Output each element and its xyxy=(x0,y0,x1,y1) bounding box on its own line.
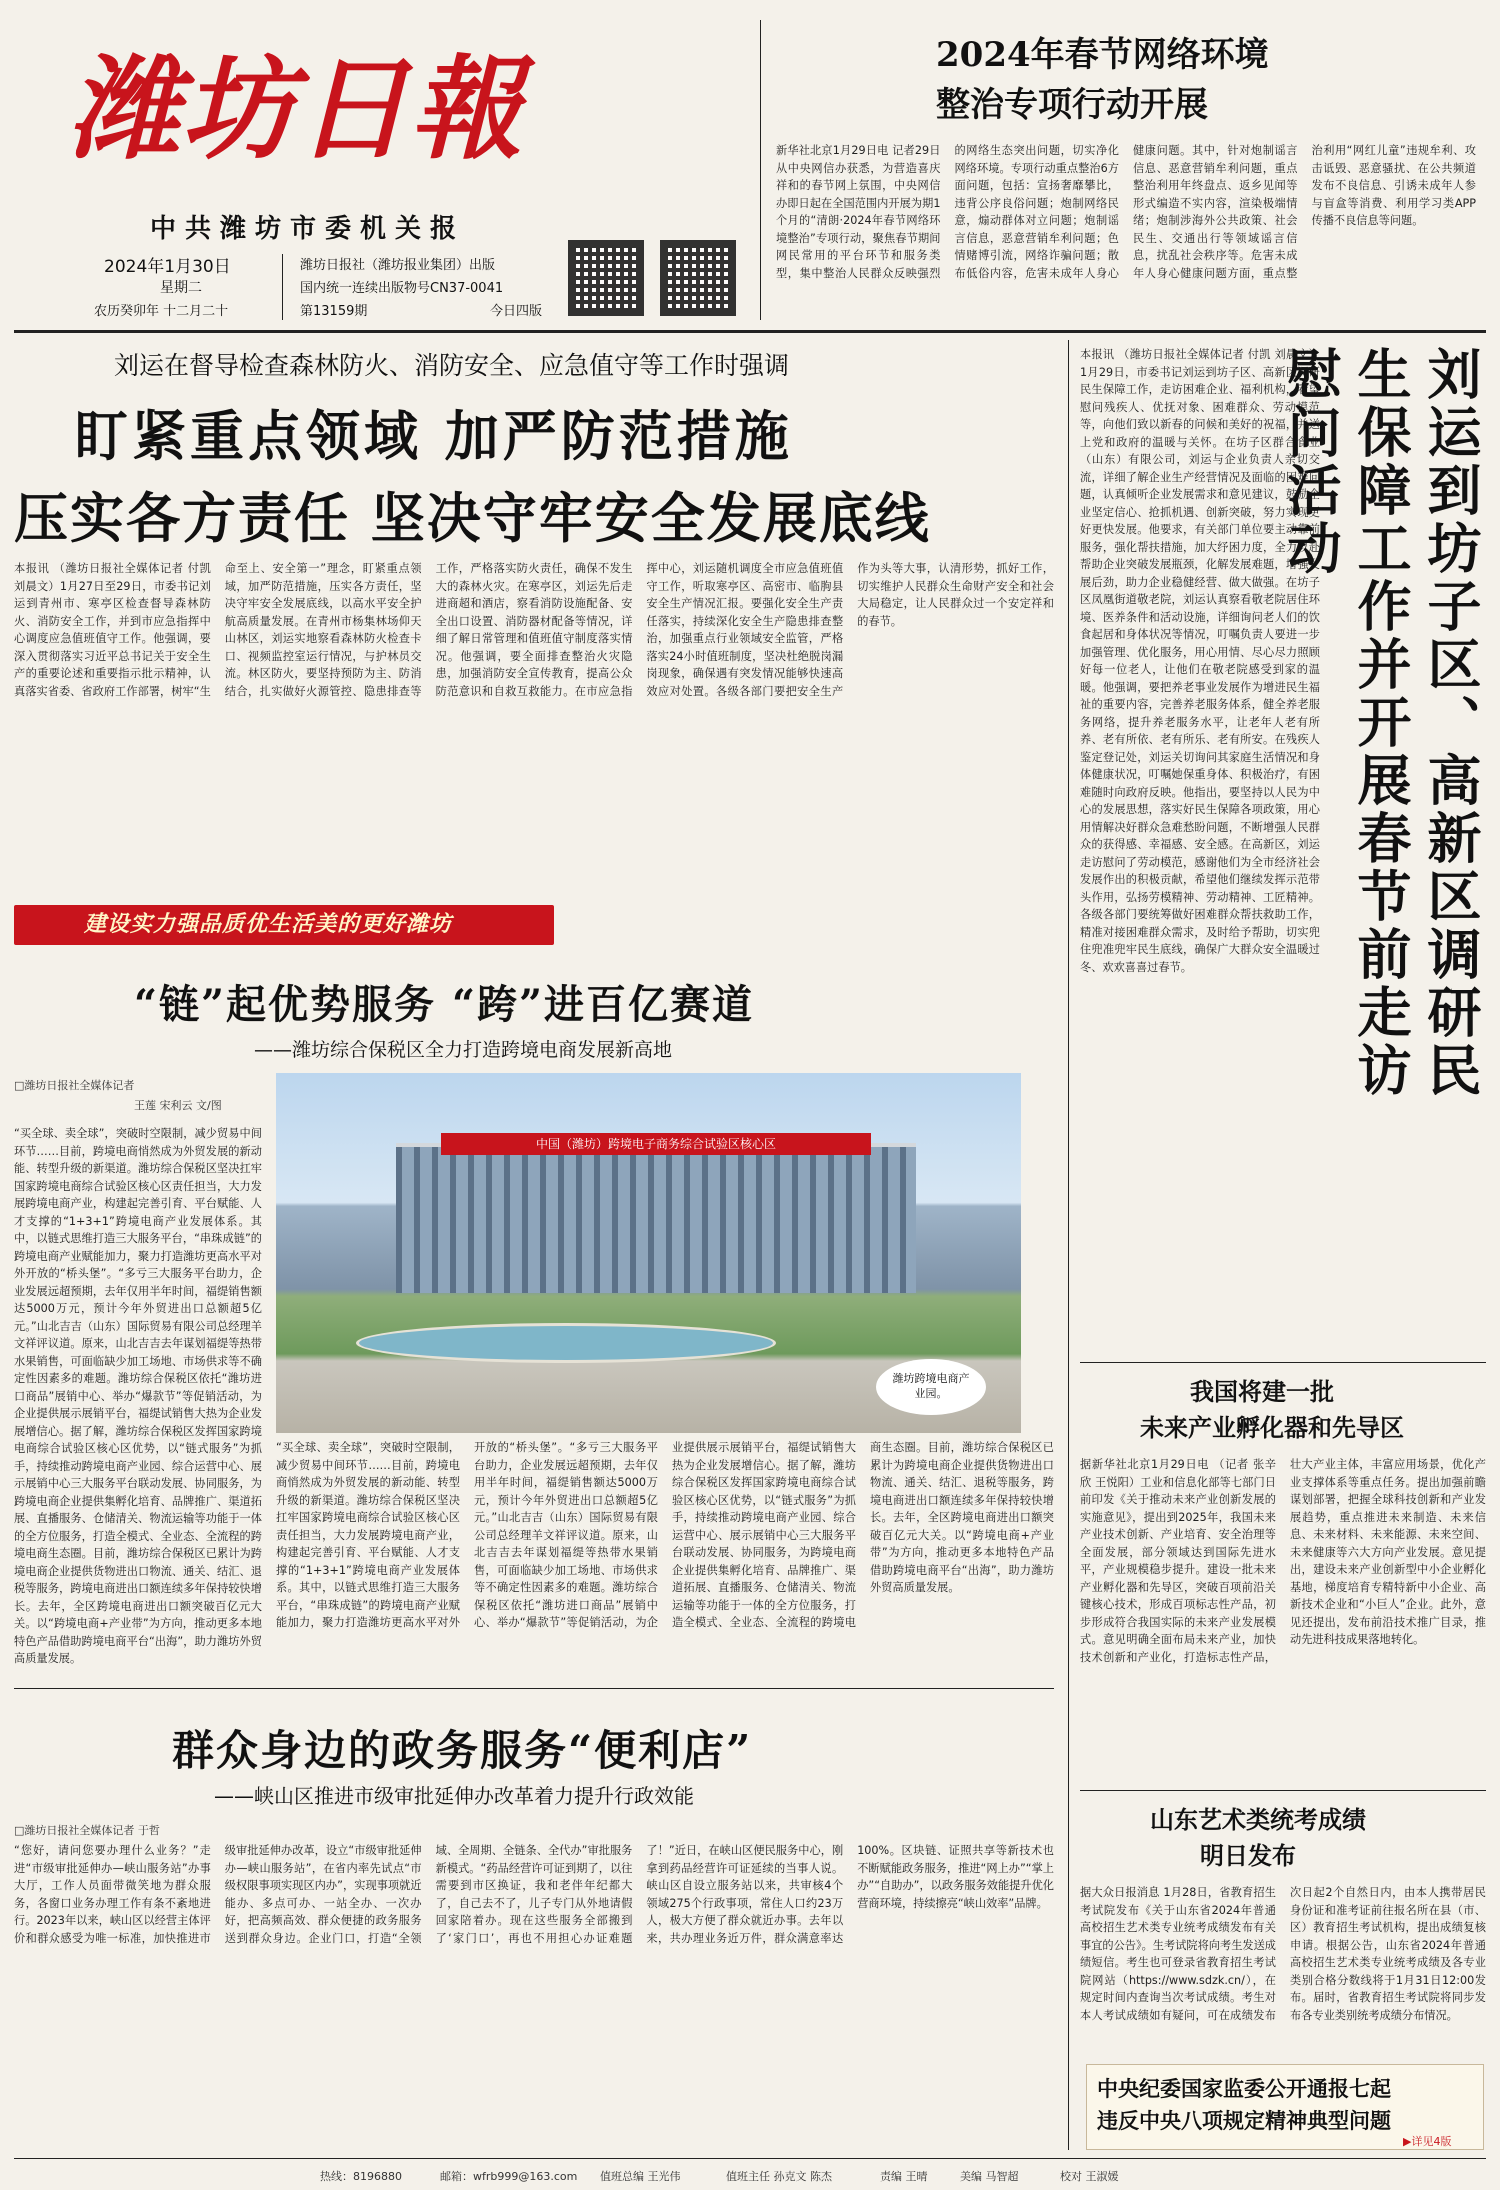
lead-story-body: 本报讯 （潍坊日报社全媒体记者 付凯 刘晨文）1月27日至29日，市委书记刘运到青州市、寒亭区检查督导森林防火、消防安全工作，并到市应急指挥中心调度应急值班值守工作。他强调，要深入贯彻落实习近平总书记关于安全生产的重要论述和重要指示批示精神，认真落实省委、省政府工作部署，树牢“生命至上、安全第一”理念，盯紧重点领域，加严防范措施，压实各方责任，坚决守牢安全发展底线，以高水平安全护航高质量发展。在青州市杨集林场仰天山林区，刘运实地察看森林防火检查卡口、视频监控室运行情况，与护林员交流。林区防火，要坚持预防为主、防消结合，扎实做好火源管控、隐患排查等工作，严格落实防火责任，确保不发生大的森林火灾。在寒亭区，刘运先后走进商超和酒店，察看消防设施配备、安全出口设置、消防器材配备等情况，详细了解日常管理和值班值守制度落实情况。他强调，要全面排查整治火灾隐患，加强消防安全宣传教育，提高公众防范意识和自救互救能力。在市应急指挥中心，刘运随机调度全市应急值班值守工作，听取寒亭区、高密市、临朐县安全生产情况汇报。要强化安全生产责任落实，持续深化安全生产隐患排查整治，加强重点行业领域安全监管，严格落实24小时值班制度，坚决杜绝脱岗漏岗现象，确保遇有突发情况能够快速高效应对处置。各级各部门要把安全生产作为头等大事，认清形势，抓好工作，切实维护人民群众生命财产安全和社会大局稳定，让人民群众过一个安定祥和的春节。 xyxy=(14,562,1054,698)
bottom-promo-line1: 中央纪委国家监委公开通报七起 xyxy=(1097,2076,1391,2101)
masthead-divider xyxy=(282,254,283,320)
issue-lunar-date: 农历癸卯年 十二月二十 xyxy=(94,304,229,319)
future-story-headline-1[interactable]: 我国将建一批 xyxy=(1190,1377,1334,1406)
art-story xyxy=(1080,1800,1486,2050)
see-page-link[interactable]: ▶详见4版 xyxy=(1403,2135,1452,2148)
footer-phone: 热线：8196880 xyxy=(320,2170,402,2183)
lead-story-headline-1[interactable]: 盯紧重点领域 加严防范措施 xyxy=(74,404,793,468)
page-footer xyxy=(0,2160,1500,2190)
right-story-headline[interactable]: 刘运到坊子区、高新区调研民生保障工作并开展春节前走访慰问活动 xyxy=(1279,346,1483,1100)
feature-divider xyxy=(14,1688,1054,1689)
feature-story-2 xyxy=(14,1700,1054,2150)
future-story-rule xyxy=(1080,1790,1486,1791)
feature1-photo xyxy=(276,1073,1021,1433)
feature1-body-bottom: “买全球、卖全球”，突破时空限制，减少贸易中间环节……目前，跨境电商悄然成为外贸发展的新动能、转型升级的新渠道。潍坊综合保税区坚决扛牢国家跨境电商综合试验区核心区责任担当，大力发展跨境电商产业，构建起完善引育、平台赋能、人才支撑的“1+3+1”跨境电商产业发展体系。其中，以链式思维打造三大服务平台，“串珠成链”的跨境电商产业赋能加力，聚力打造潍坊更高水平对外开放的“桥头堡”。“多亏三大服务平台助力，企业发展远超预期，去年仅用半年时间，福缇销售额达5000万元，预计今年外贸进出口总额超5亿元。”山北吉吉（山东）国际贸易有限公司总经理羊文祥评议道。原来，山北吉吉去年谋划福缇等热带水果销售，可面临缺少加工场地、市场供求等不确定性因素多的难题。潍坊综合保税区依托“潍坊进口商品”展销中心、举办“爆款节”等促销活动，为企业提供展示展销平台，福缇试销售大热为企业发展增信心。据了解，潍坊综合保税区发挥国家跨境电商综合试验区核心区优势，以“链式服务”为抓手，持续推动跨境电商产业园、综合运营中心、展示展销中心三大服务平台联动发展、协同服务，为跨境电商企业提供集孵化培育、品牌推广、渠道拓展、直播服务、仓储清关、物流运输等功能于一体的全方位服务，打造全模式、全业态、全流程的跨境电商生态圈。目前，潍坊综合保税区已累计为跨境电商企业提供货物进出口物流、通关、结汇、退税等服务，跨境电商进出口额连续多年保持较快增长。去年，全区跨境电商进出口额突破百亿元大关。以“跨境电商+产业带”为方向，推动更多本地特色产品借助跨境电商平台“出海”，助力潍坊外贸高质量发展。 xyxy=(276,1441,1054,1629)
lead-story-kicker: 刘运在督导检查森林防火、消防安全、应急值守等工作时强调 xyxy=(114,351,790,380)
bottom-promo[interactable] xyxy=(1086,2064,1484,2150)
footer-director: 值班主任 孙克文 陈杰 xyxy=(726,2170,832,2183)
feature1-body-left: “买全球、卖全球”，突破时空限制，减少贸易中间环节……目前，跨境电商悄然成为外贸发展的新动能、转型升级的新渠道。潍坊综合保税区坚决扛牢国家跨境电商综合试验区核心区责任担当，大力发展跨境电商产业，构建起完善引育、平台赋能、人才支撑的“1+3+1”跨境电商产业发展体系。其中，以链式思维打造三大服务平台，“串珠成链”的跨境电商产业赋能加力，聚力打造潍坊更高水平对外开放的“桥头堡”。“多亏三大服务平台助力，企业发展远超预期，去年仅用半年时间，福缇销售额达5000万元，预计今年外贸进出口总额超5亿元。”山北吉吉（山东）国际贸易有限公司总经理羊文祥评议道。原来，山北吉吉去年谋划福缇等热带水果销售，可面临缺少加工场地、市场供求等不确定性因素多的难题。潍坊综合保税区依托“潍坊进口商品”展销中心、举办“爆款节”等促销活动，为企业提供展示展销平台，福缇试销售大热为企业发展增信心。据了解，潍坊综合保税区发挥国家跨境电商综合试验区核心区优势，以“链式服务”为抓手，持续推动跨境电商产业园、综合运营中心、展示展销中心三大服务平台联动发展、协同服务，为跨境电商企业提供集孵化培育、品牌推广、渠道拓展、直播服务、仓储清关、物流运输等功能于一体的全方位服务，打造全模式、全业态、全流程的跨境电商生态圈。目前，潍坊综合保税区已累计为跨境电商企业提供货物进出口物流、通关、结汇、退税等服务，跨境电商进出口额连续多年保持较快增长。去年，全区跨境电商进出口额突破百亿元大关。以“跨境电商+产业带”为方向，推动更多本地特色产品借助跨境电商平台“出海”，助力潍坊外贸高质量发展。 xyxy=(14,1127,262,1665)
building-sign: 中国（潍坊）跨境电子商务综合试验区核心区 xyxy=(441,1133,871,1155)
feature2-subhead: ——峡山区推进市级审批延伸办改革着力提升行政效能 xyxy=(214,1784,694,1808)
footer-art: 美编 马智超 xyxy=(960,2170,1019,2183)
footer-editor: 责编 王晴 xyxy=(880,2170,928,2183)
section-banner-text: 建设实力强品质优生活美的更好潍坊 xyxy=(84,912,453,937)
footer-proof: 校对 王淑媛 xyxy=(1060,2170,1119,2183)
lead-story xyxy=(14,346,1054,891)
feature1-subhead: ——潍坊综合保税区全力打造跨境电商发展新高地 xyxy=(254,1039,673,1061)
feature-story-1 xyxy=(14,955,1054,1680)
vertical-column-rule xyxy=(1068,340,1069,2150)
art-story-body: 据大众日报消息 1月28日，省教育招生考试院发布《关于山东省2024年普通高校招生艺术类专业统考成绩发布有关事宜的公告》。生考试院将向考生发送成绩短信。考生也可登录省教育招生考试院网站（https://www.sdzk.cn/），在规定时间内查询当次考试成绩。考生对本人考试成绩如有疑问，可在成绩发布次日起2个自然日内，由本人携带居民身份证和准考证前往报名所在县（市、区）教育招生考试机构，提出成绩复核申请。根据公告，山东省2024年普通高校招生艺术类专业统考成绩及各专业类别合格分数线将于1月31日12:00发布。届时，省教育招生考试院将同步发布各专业类别统考成绩分布情况。 xyxy=(1080,1886,1486,2022)
future-story-headline-2[interactable]: 未来产业孵化器和先导区 xyxy=(1140,1413,1404,1442)
feature1-byline-names: 王莲 宋利云 文/图 xyxy=(134,1099,222,1112)
issue-weekday: 星期二 xyxy=(160,280,202,296)
section-banner xyxy=(14,905,554,945)
right-story-body: 本报讯 （潍坊日报社全媒体记者 付凯 刘晨文）1月29日，市委书记刘运到坊子区、高新区调研民生保障工作，走访困难企业、福利机构，看望慰问残疾人、优抚对象、困难群众、劳动模范等，向他们致以新春的问候和美好的祝福，并送上党和政府的温暖与关怀。在坊子区群合食业（山东）有限公司，刘运与企业负责人亲切交流，详细了解企业生产经营情况及面临的困难问题，认真倾听企业发展需求和意见建议，鼓励企业坚定信心、抢抓机遇、创新突破，努力实现更好更快发展。他要求，有关部门单位要主动靠前服务，强化帮扶措施，加大纾困力度，全力以赴帮助企业突破发展瓶颈，化解发展难题，增强发展后劲，助力企业稳健经营、做大做强。在坊子区凤凰街道敬老院，刘运认真察看敬老院居住环境、医养条件和活动设施，详细询问老人们的饮食起居和身体状况等情况，叮嘱负责人要进一步加强管理、优化服务，用心用情、尽心尽力照顾好每一位老人，让他们在敬老院感受到家的温暖。他强调，要把养老事业发展作为增进民生福祉的重要内容，完善养老服务体系，健全养老服务网络，提升养老服务水平，让老年人老有所养、老有所依、老有所乐、老有所安。在残疾人鉴定登记处，刘运关切询问其家庭生活情况和身体健康状况，叮嘱她保重身体、积极治疗，有困难随时向政府反映。他指出，要坚持以人民为中心的发展思想，落实好民生保障各项政策，用心用情解决好群众急难愁盼问题，不断增强人民群众的获得感、幸福感、安全感。在高新区，刘运走访慰问了劳动模范，感谢他们为全市经济社会发展作出的积极贡献，希望他们继续发挥示范带头作用，弘扬劳模精神、劳动精神、工匠精神。各级各部门要统筹做好困难群众帮扶救助工作，精准对接困难群众需求，及时给予帮助，切实兜住兜准兜牢民生底线，确保广大群众安全温暖过冬、欢欢喜喜过春节。 xyxy=(1080,348,1320,974)
future-story xyxy=(1080,1372,1486,1872)
footer-rule xyxy=(14,2158,1486,2159)
issue-number: 第13159期 xyxy=(300,304,368,319)
lead-story-headline-2[interactable]: 压实各方责任 坚决守牢安全发展底线 xyxy=(14,486,931,550)
future-story-body: 据新华社北京1月29日电 （记者 张辛欣 王悦阳）工业和信息化部等七部门日前印发《关于推动未来产业创新发展的实施意见》，提出到2025年，我国未来产业技术创新、产业培育、安全治理等全面发展，部分领域达到国际先进水平，产业规模稳步提升。建设一批未来产业孵化器和先导区，突破百项前沿关键核心技术，形成百项标志性产品，初步形成符合我国实际的未来产业发展模式。意见明确全面布局未来产业，加快技术创新和产业化，打造标志性产品，壮大产业主体，丰富应用场景，优化产业支撑体系等重点任务。提出加强前瞻谋划部署，把握全球科技创新和产业发展趋势，重点推进未来制造、未来信息、未来材料、未来能源、未来空间、未来健康等六大方向产业发展。意见提出，建设未来产业创新型中小企业孵化基地，梯度培育专精特新中小企业、高新技术企业和“小巨人”企业。此外，意见还提出，发布前沿技术推广目录，推动先进科技成果落地转化。 xyxy=(1080,1458,1486,1664)
top-story-body: 新华社北京1月29日电 记者29日从中央网信办获悉，为营造喜庆祥和的春节网上氛围，中央网信办即日起在全国范围内开展为期1个月的“清朗·2024年春节网络环境整治”专项行动，聚焦春节期间网民常用的平台环节和服务类型，集中整治人民群众反映强烈的网络生态突出问题，切实净化网络环境。专项行动重点整治6方面问题，包括：宣扬奢靡攀比，违背公序良俗问题；炮制网络民意，煽动群体对立问题；炮制谣言信息，恶意营销牟利问题；色情赌博引流，网络诈骗问题；散布低俗内容，危害未成年人身心健康问题。其中，针对炮制谣言信息、恶意营销牟利问题，重点整治利用年终盘点、返乡见闻等形式编造不实内容，渲染极端情绪；炮制涉海外公共政策、社会民生、交通出行等领域谣言信息，扰乱社会秩序等。危害未成年人身心健康问题方面，重点整治利用“网红儿童”违规牟利、攻击诋毁、恶意骚扰、在公共频道发布不良信息、引诱未成年人参与盲盒等消费、利用学习类APP传播不良信息等问题。 xyxy=(776,144,1476,280)
newspaper-logo[interactable]: 潍坊日報 xyxy=(68,44,524,175)
photo-caption: 潍坊跨境电商产业园。 xyxy=(876,1359,986,1415)
plaza-pool xyxy=(356,1323,776,1363)
masthead-vertical-rule xyxy=(760,20,761,320)
masthead-bottom-rule xyxy=(14,330,1486,333)
art-story-headline-2[interactable]: 明日发布 xyxy=(1200,1841,1296,1870)
page-count: 今日四版 xyxy=(490,304,543,319)
top-story-headline-line1: 2024年春节网络环境 xyxy=(936,35,1269,75)
art-story-headline-1[interactable]: 山东艺术类统考成绩 xyxy=(1150,1805,1366,1834)
footer-email: 邮箱：wfrb999@163.com xyxy=(440,2170,578,2183)
feature2-headline[interactable]: 群众身边的政务服务“便利店” xyxy=(172,1726,753,1775)
top-story xyxy=(776,30,1476,326)
right-story-rule xyxy=(1080,1362,1486,1363)
right-story xyxy=(1080,346,1486,1356)
publisher-info: 潍坊日报社（潍坊报业集团）出版 xyxy=(300,258,496,273)
top-story-headline-line2: 整治专项行动开展 xyxy=(936,85,1208,125)
masthead-subtitle: 中共潍坊市委机关报 xyxy=(150,214,466,244)
qr-code-icon xyxy=(660,240,736,316)
feature2-byline: □潍坊日报社全媒体记者 于哲 xyxy=(14,1824,160,1837)
issue-date: 2024年1月30日 xyxy=(104,257,231,277)
qr-code-icon xyxy=(568,240,644,316)
feature2-body: “您好，请问您要办理什么业务？”走进“市级审批延伸办—峡山服务站”办事大厅，工作人员面带微笑地为群众服务，各窗口业务办理工作有条不紊地进行。2023年以来，峡山区以经营主体评价和群众感受为唯一标准，加快推进市级审批延伸办改革，设立“市级审批延伸办—峡山服务站”，在省内率先试点“市级权限事项实现区内办”，实现事项就近能办、多点可办、一站全办、一次办好，把高频高效、群众便捷的政务服务送到群众身边。企业门口，打造“全领域、全周期、全链条、全代办”审批服务新模式。“药品经营许可证到期了，以往需要到市区换证，我和老伴年纪都大了，自己去不了，儿子专门从外地请假回家陪着办。现在这些服务全部搬到了‘家门口’，再也不用担心办证难题了！”近日，在峡山区便民服务中心，刚拿到药品经营许可证延续的当事人说。峡山区自设立服务站以来，共审核4个领域275个行政事项，常住人口约23万人，极大方便了群众就近办事。去年以来，共办理业务近万件，群众满意率达100%。区块链、证照共享等新技术也不断赋能政务服务，推进“网上办”“掌上办”“自助办”，以政务服务效能提升优化营商环境，持续擦亮“峡山效率”品牌。 xyxy=(14,1844,1054,1945)
building-facade xyxy=(396,1143,916,1293)
bottom-promo-line2: 违反中央八项规定精神典型问题 xyxy=(1097,2108,1391,2133)
top-story-headline[interactable] xyxy=(936,30,1476,130)
footer-editor-in-chief: 值班总编 王光伟 xyxy=(600,2170,681,2183)
issn-info: 国内统一连续出版物号CN37-0041 xyxy=(300,281,504,296)
feature1-headline[interactable]: “链”起优势服务 “跨”进百亿赛道 xyxy=(134,981,754,1028)
feature1-byline-org: □潍坊日报社全媒体记者 xyxy=(14,1079,135,1092)
